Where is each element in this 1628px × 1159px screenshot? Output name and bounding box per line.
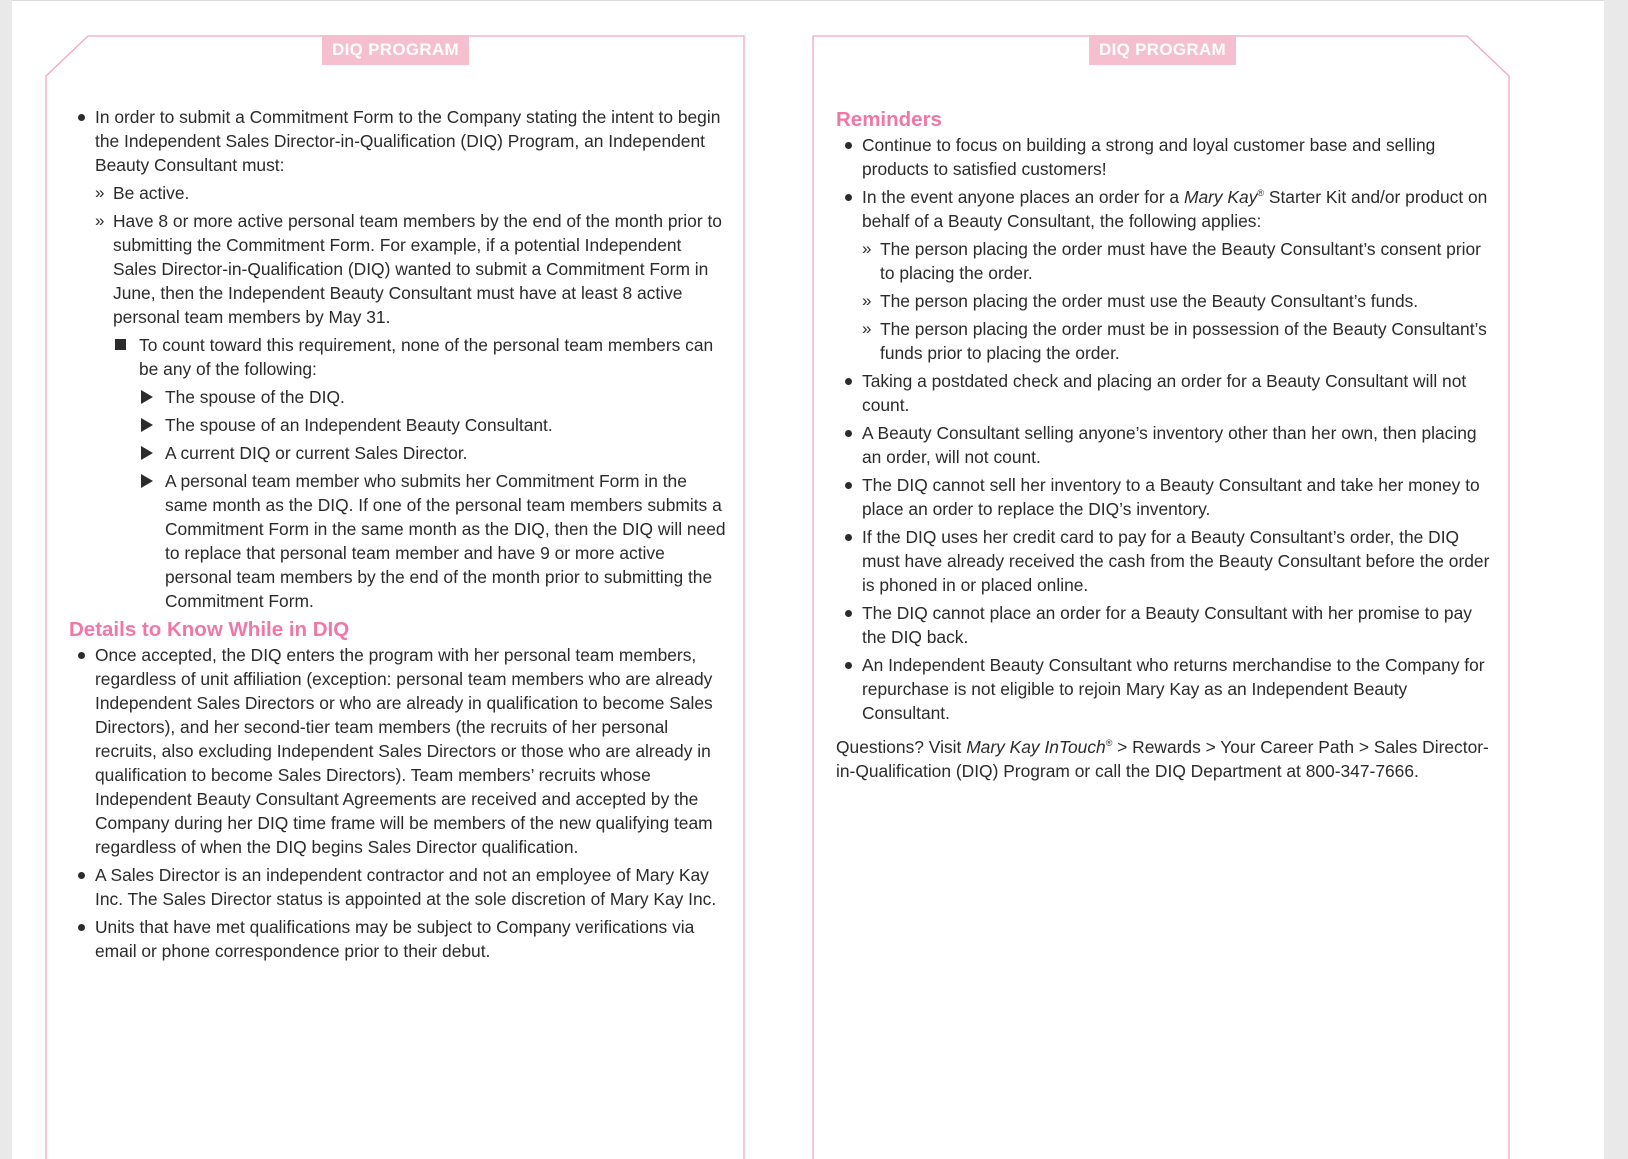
exclusion-sublist [139,385,729,613]
list-item: Once accepted, the DIQ enters the program with her personal team members, regardless of unit affiliation (exception: personal team members who are already Independent Sales Directors or who are already in qualification to become Sales Directors), and her second-tier team members (the recruits of her personal recruits, also excluding Independent Sales Directors or those who are already in qualification to become Sales Directors). Team members’ recruits whose Independent Beauty Consultant Agreements are received and accepted by the Company during her DIQ time frame will be members of the new qualifying team regardless of when the DIQ begins Sales Director qualification. [69,643,729,859]
registered-mark: ® [1257,188,1265,199]
brand-name: Mary Kay InTouch [966,737,1106,757]
questions-text: > Rewards > Your Career Path > Sales Director-in-Qualification (DIQ) Program or call the DIQ Department at 800-347-7666. [836,737,1489,781]
list-item [69,105,729,613]
list-item: The DIQ cannot place an order for a Beauty Consultant with her promise to pay the DIQ back. [836,601,1498,649]
list-item: » Be active. [95,181,729,205]
list-item-text: Have 8 or more active personal team members by the end of the month prior to submitting the Commitment Form. For example, if a potential Independent Sales Director-in-Qualification (DIQ) wanted to submit a Commitment Form in June, then the Independent Beauty Consultant must have at least 8 active personal team members by May 31. [113,211,722,327]
list-item: » The person placing the order must be in possession of the Beauty Consultant’s funds prior to placing the order. [862,317,1498,365]
document-sheet [12,0,1604,1159]
list-item: The DIQ cannot sell her inventory to a Beauty Consultant and take her money to place an order to replace the DIQ’s inventory. [836,473,1498,521]
list-item: If the DIQ uses her credit card to pay for a Beauty Consultant’s order, the DIQ must have already received the cash from the Beauty Consultant before the order is phoned in or placed online. [836,525,1498,597]
list-item: A personal team member who submits her Commitment Form in the same month as the DIQ. If one of the personal team members submits a Commitment Form in the same month as the DIQ, then the DIQ will need to replace that personal team member and have 9 or more active personal team members by the end of the month prior to submitting the Commitment Form. [139,469,729,613]
left-section-badge: DIQ PROGRAM [322,35,469,65]
brand-name: Mary Kay [1183,187,1258,207]
list-item: A Sales Director is an independent contractor and not an employee of Mary Kay Inc. The Sales Director status is appointed at the sole discretion of Mary Kay Inc. [69,863,729,911]
list-item: The spouse of an Independent Beauty Consultant. [139,413,729,437]
requirements-list [69,105,729,613]
list-item: A current DIQ or current Sales Director. [139,441,729,465]
list-item: The spouse of the DIQ. [139,385,729,409]
list-item: Continue to focus on building a strong and loyal customer base and selling products to satisfied customers! [836,133,1498,181]
list-item-text: Starter Kit and/or product on behalf of a Beauty Consultant, the following applies: [862,187,1488,231]
reminders-heading: Reminders [836,108,942,131]
reminders-list [836,133,1498,725]
list-item [95,209,729,613]
right-column [836,107,1498,783]
list-item: An Independent Beauty Consultant who returns merchandise to the Company for repurchase is not eligible to rejoin Mary Kay as an Independent Beauty Consultant. [836,653,1498,725]
left-column [69,105,729,967]
intro-text: In order to submit a Commitment Form to the Company stating the intent to begin the Independent Sales Director-in-Qualification (DIQ) Program, an Independent Beauty Consultant must: [95,107,721,175]
list-item: A Beauty Consultant selling anyone’s inventory other than her own, then placing an order, will not count. [836,421,1498,469]
details-heading: Details to Know While in DIQ [69,618,350,641]
questions-text: Questions? Visit [836,737,967,757]
exclusion-list [113,333,729,613]
list-item: Taking a postdated check and placing an order for a Beauty Consultant will not count. [836,369,1498,417]
list-item: » The person placing the order must use the Beauty Consultant’s funds. [862,289,1498,313]
list-item-text: In the event anyone places an order for a [862,187,1184,207]
registered-mark: ® [1105,738,1113,749]
list-item [836,185,1498,365]
list-item [113,333,729,613]
right-section-badge: DIQ PROGRAM [1089,35,1236,65]
details-list [69,643,729,963]
list-item: Units that have met qualifications may be subject to Company verifications via email or phone correspondence prior to their debut. [69,915,729,963]
questions-paragraph [836,735,1498,783]
list-item: » The person placing the order must have the Beauty Consultant’s consent prior to placing the order. [862,237,1498,285]
requirements-sublist [95,181,729,613]
list-item-text: To count toward this requirement, none of the personal team members can be any of the following: [139,335,714,379]
order-rules-sublist [862,237,1498,365]
